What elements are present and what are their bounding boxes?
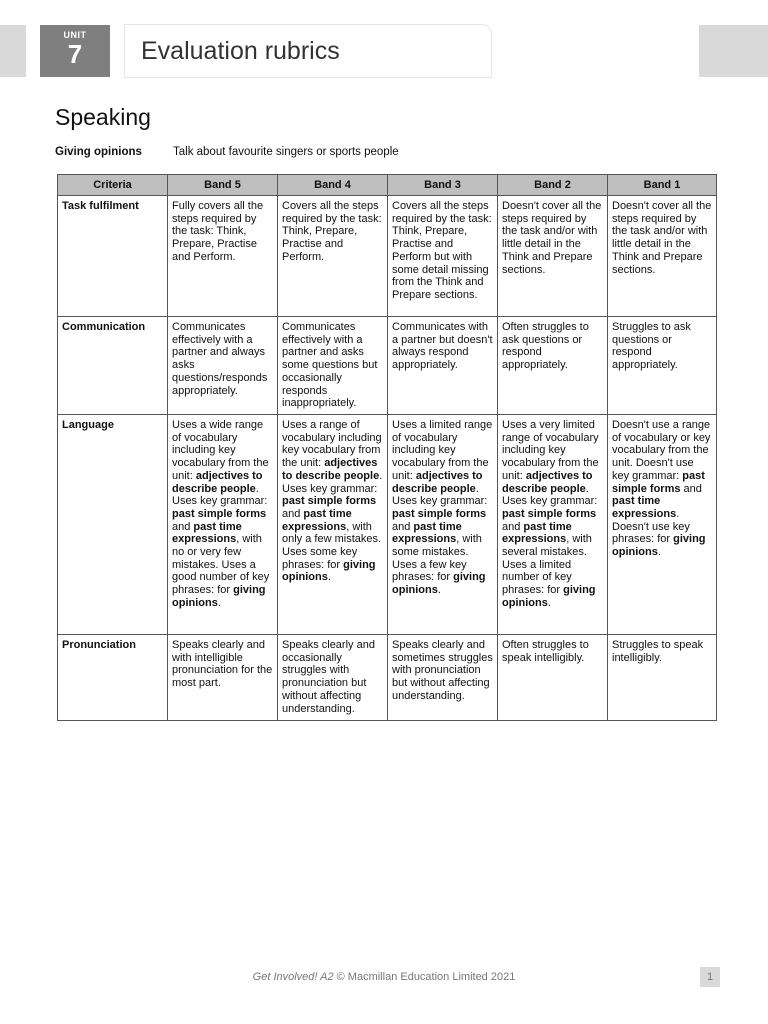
key-term: adjectives to describe people (502, 469, 593, 495)
cell-text: Covers all the steps required by the task: Think, Prepare, Practise and Perform. (282, 200, 382, 263)
criteria-cell: Communication (58, 317, 168, 415)
page-title: Evaluation rubrics (141, 37, 340, 65)
rubric-cell (168, 317, 278, 415)
rubric-cell (388, 196, 498, 317)
cell-text: Doesn't cover all the steps required by the task and/or with little detail in the Think and Prepare sections. (502, 200, 602, 276)
table-row (58, 196, 717, 317)
cell-text: . (327, 571, 331, 584)
key-term: past time expressions (392, 520, 462, 546)
rubric-header-row (58, 175, 717, 196)
header-band-4: Band 4 (278, 175, 388, 196)
cell-text: . (657, 546, 661, 559)
header-decor-left (0, 25, 26, 77)
key-term: adjectives to describe people (172, 469, 263, 495)
cell-text: , with several mistakes. Uses a limited number of key phrases: for (502, 533, 592, 597)
rubric-cell (608, 635, 717, 721)
key-term: giving opinions (502, 584, 596, 609)
key-term: past time expressions (172, 520, 242, 546)
cell-text: Often struggles to speak intelligibly. (502, 639, 589, 664)
table-row (58, 317, 717, 415)
header-band-2: Band 2 (498, 175, 608, 196)
key-term: past simple forms (392, 507, 487, 520)
cell-text: . Uses key grammar: (502, 482, 598, 508)
cell-text: and (282, 507, 304, 520)
rubric-cell (388, 415, 498, 635)
rubric-cell (168, 635, 278, 721)
key-term: adjectives to describe people (282, 457, 380, 482)
key-term: adjectives to describe people (392, 469, 483, 495)
table-row (58, 415, 717, 635)
cell-text: Uses a limited range of vocabulary including key vocabulary from the unit: (392, 419, 493, 482)
cell-text: . (547, 596, 551, 609)
footer-copyright: © Macmillan Education Limited 2021 (333, 971, 516, 983)
footer (0, 971, 768, 983)
cell-text: Struggles to speak intelligibly. (612, 639, 704, 664)
key-term: past time expressions (612, 495, 677, 520)
cell-text: . (217, 596, 221, 609)
cell-text: Fully covers all the steps required by the task: Think, Prepare, Practise and Perform. (172, 200, 264, 263)
task-subtitle (55, 146, 399, 158)
unit-badge (40, 25, 110, 77)
cell-text: Uses a range of vocabulary including key vocabulary from the unit: (282, 419, 382, 470)
cell-text: . Uses key grammar: (392, 482, 488, 508)
header-decor-right (699, 25, 768, 77)
header-band-1: Band 1 (608, 175, 717, 196)
rubric-cell (278, 317, 388, 415)
cell-text: . (437, 584, 441, 597)
rubric-cell (498, 635, 608, 721)
section-title: Speaking (55, 104, 151, 130)
cell-text: , with some mistakes. Uses a few key phrases: for (392, 533, 482, 584)
unit-label: UNIT (63, 30, 87, 40)
rubric-table (57, 174, 717, 721)
cell-text: and (172, 520, 194, 533)
task-label: Giving opinions (55, 146, 142, 158)
cell-text: . Uses key grammar: (282, 469, 383, 495)
key-term: past simple forms (172, 507, 267, 520)
criteria-cell: Pronunciation (58, 635, 168, 721)
key-term: past simple forms (282, 495, 377, 508)
cell-text: Covers all the steps required by the task: Think, Prepare, Practise and Perform but with some detail missing from the Think and Prepare sections. (392, 200, 492, 301)
cell-text: Communicates effectively with a partner and asks some questions but occasionally responds inappropriately. (282, 321, 378, 410)
cell-text: Communicates with a partner but doesn't always respond appropriately. (392, 321, 493, 372)
unit-number: 7 (67, 39, 83, 69)
cell-text: Doesn't cover all the steps required by the task and/or with little detail in the Think and Prepare sections. (612, 200, 712, 276)
criteria-cell: Task fulfilment (58, 196, 168, 317)
rubric-cell (608, 317, 717, 415)
key-term: past time expressions (502, 520, 572, 546)
rubric-cell (388, 317, 498, 415)
cell-text: and (680, 482, 702, 495)
rubric-cell (168, 196, 278, 317)
footer-book-title: Get Involved! A2 (252, 971, 334, 983)
key-term: past simple forms (612, 469, 705, 495)
rubric-cell (278, 415, 388, 635)
cell-text: Often struggles to ask questions or respond appropriately. (502, 321, 589, 372)
rubric-cell (498, 196, 608, 317)
cell-text: and (392, 520, 414, 533)
cell-text: Doesn't use a range of vocabulary or key vocabulary from the unit. Doesn't use key grammar: (612, 419, 711, 482)
cell-text: Communicates effectively with a partner and always asks questions/responds appropriately. (172, 321, 268, 397)
rubric-cell (608, 415, 717, 635)
rubric-cell (278, 635, 388, 721)
rubric-cell (388, 635, 498, 721)
cell-text: , with no or very few mistakes. Uses a good number of key phrases: for (172, 533, 270, 597)
key-term: giving opinions (392, 571, 486, 597)
key-term: giving opinions (612, 533, 706, 559)
task-description: Talk about favourite singers or sports people (173, 146, 399, 158)
key-term: past time expressions (282, 507, 352, 533)
rubric-cell (608, 196, 717, 317)
header-band-3: Band 3 (388, 175, 498, 196)
rubric-cell (498, 415, 608, 635)
title-box (124, 24, 492, 78)
key-term: giving opinions (172, 584, 266, 609)
cell-text: Speaks clearly and sometimes struggles with pronunciation but without affecting understanding. (392, 639, 493, 702)
cell-text: . Doesn't use key phrases: for (612, 507, 690, 546)
cell-text: Speaks clearly and with intelligible pronunciation for the most part. (172, 639, 273, 690)
header-band-5: Band 5 (168, 175, 278, 196)
rubric-cell (498, 317, 608, 415)
key-term: giving opinions (282, 558, 376, 584)
cell-text: . Uses key grammar: (172, 482, 268, 508)
rubric-cell (278, 196, 388, 317)
cell-text: Uses a wide range of vocabulary including key vocabulary from the unit: (172, 419, 269, 482)
criteria-cell: Language (58, 415, 168, 635)
cell-text: Struggles to ask questions or respond appropriately. (612, 321, 691, 372)
page-number: 1 (700, 967, 720, 987)
rubric-cell (168, 415, 278, 635)
table-row (58, 635, 717, 721)
header-criteria: Criteria (58, 175, 168, 196)
key-term: past simple forms (502, 507, 597, 520)
cell-text: Uses a very limited range of vocabulary including key vocabulary from the unit: (502, 419, 599, 482)
cell-text: , with only a few mistakes. Uses some key phrases: for (282, 520, 382, 571)
cell-text: and (502, 520, 524, 533)
cell-text: Speaks clearly and occasionally struggles with pronunciation but without affecting understanding. (282, 639, 375, 715)
